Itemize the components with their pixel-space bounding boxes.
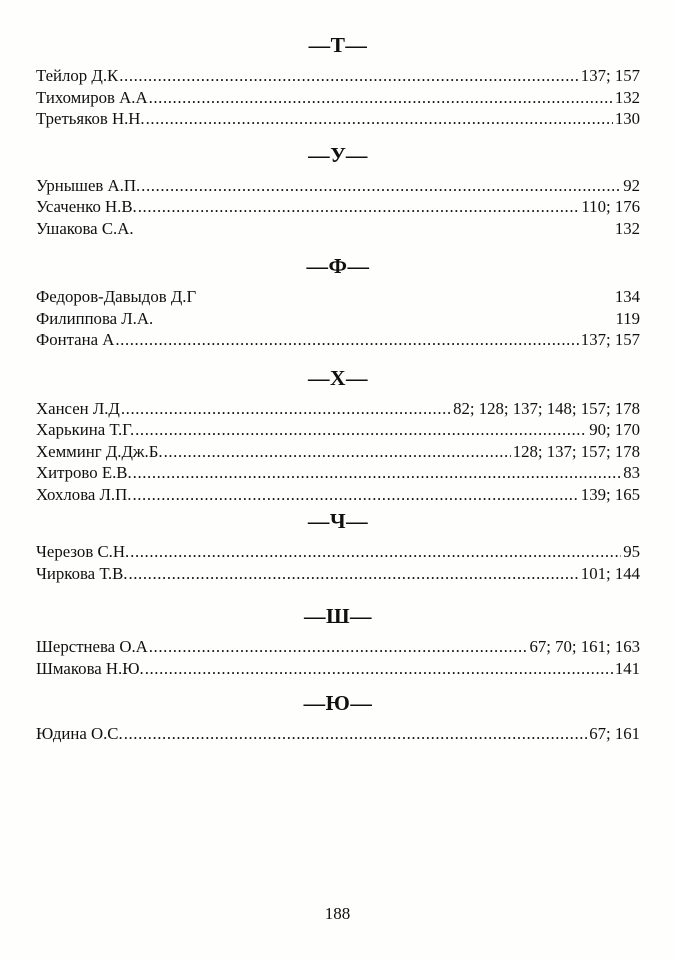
entry-name: Урнышев А.П. (36, 175, 141, 195)
entry-name: Третьяков Н.Н. (36, 109, 145, 128)
dot-leader (149, 636, 528, 658)
entry-name: Хансен Л.Д (36, 398, 120, 418)
dot-leader (141, 175, 621, 197)
index-entry (36, 658, 640, 680)
section-letter: —Ю— (303, 691, 373, 715)
entry-pages: 110; 176 (581, 197, 640, 216)
entry-name: Хохлова Л.П. (36, 484, 132, 504)
section-entries (36, 723, 640, 745)
dot-leader (149, 87, 613, 109)
section-letter: —Х— (307, 365, 369, 390)
entry-pages: 134 (614, 287, 640, 306)
entry-pages: 95 (623, 542, 640, 561)
index-entry (36, 308, 640, 330)
index-entry (36, 462, 640, 484)
section-u (36, 143, 640, 240)
entry-name: Шмакова Н.Ю. (36, 658, 144, 678)
entry-name: Тейлор Д.К (36, 66, 119, 85)
entry-pages: 137; 157 (580, 330, 640, 349)
section-entries (36, 541, 640, 584)
entry-name: Хитрово Е.В. (36, 463, 132, 482)
entry-name: Тихомиров А.А (36, 87, 148, 107)
entry-pages: 67; 70; 161; 163 (529, 637, 640, 656)
index-entry (36, 329, 640, 351)
section-ch (36, 509, 640, 584)
index-entry (36, 398, 640, 420)
entry-name: Хемминг Д.Дж.Б. (36, 441, 163, 461)
index-entry (36, 108, 640, 130)
section-yu (36, 691, 640, 745)
entry-pages: 132 (614, 87, 640, 107)
page-footer (0, 903, 675, 925)
dot-leader (132, 484, 578, 506)
index-entry (36, 419, 640, 441)
entry-name: Ушакова С.А. (36, 218, 134, 238)
entry-pages: 82; 128; 137; 148; 157; 178 (453, 398, 640, 418)
section-entries (36, 65, 640, 130)
section-f (36, 254, 640, 351)
entry-name: Черезов С.Н. (36, 542, 130, 561)
dot-leader (130, 541, 621, 563)
entry-name: Усаченко Н.В. (36, 197, 137, 216)
dot-leader (124, 723, 588, 745)
dot-leader (128, 563, 578, 585)
entry-name: Фонтана А (36, 330, 115, 349)
index-entry (36, 541, 640, 563)
index-entry (36, 286, 640, 308)
entry-pages: 128; 137; 157; 178 (512, 441, 640, 461)
index-entry (36, 65, 640, 87)
section-entries (36, 636, 640, 679)
section-letter: —Т— (308, 33, 368, 57)
entry-name: Федоров-Давыдов Д.Г (36, 287, 197, 306)
section-entries (36, 175, 640, 240)
entry-name: Шерстнева О.А (36, 637, 148, 656)
index-entry (36, 563, 640, 585)
entry-pages: 141 (614, 658, 640, 678)
entry-name: Юдина О.С. (36, 724, 123, 743)
entry-pages: 67; 161 (589, 724, 640, 743)
dot-leader (119, 65, 579, 87)
section-letter: —Ч— (307, 509, 369, 533)
section-letter: —Ф— (306, 254, 370, 278)
dot-leader (135, 419, 587, 441)
index-entry (36, 196, 640, 218)
section-entries (36, 286, 640, 351)
index-entry (36, 441, 640, 463)
dot-leader (146, 108, 613, 130)
entry-pages: 132 (614, 218, 640, 238)
section-kh (36, 366, 640, 506)
index-entry (36, 484, 640, 506)
section-letter: —У— (308, 142, 368, 167)
entry-pages: 130 (614, 109, 640, 128)
index-entry (36, 636, 640, 658)
dot-leader (164, 441, 511, 463)
index-entry (36, 218, 640, 240)
section-t (36, 33, 640, 130)
entry-name: Чиркова Т.В. (36, 563, 128, 583)
entry-pages: 137; 157 (580, 66, 640, 85)
index-entry (36, 175, 640, 197)
section-entries (36, 398, 640, 506)
index-entry (36, 87, 640, 109)
entry-pages: 90; 170 (589, 420, 640, 439)
dot-leader (145, 658, 613, 680)
entry-pages: 119 (615, 308, 640, 328)
dot-leader (138, 196, 580, 218)
index-entry (36, 723, 640, 745)
dot-leader (115, 329, 578, 351)
entry-pages: 92 (623, 175, 640, 195)
section-sh (36, 604, 640, 679)
section-letter: —Ш— (303, 604, 373, 628)
entry-pages: 101; 144 (580, 563, 640, 583)
entry-pages: 139; 165 (580, 484, 640, 504)
page-number: 188 (324, 904, 351, 923)
dot-leader (121, 398, 451, 420)
entry-pages: 83 (623, 463, 640, 482)
entry-name: Харькина Т.Г. (36, 420, 135, 439)
entry-name: Филиппова Л.А. (36, 308, 154, 328)
dot-leader (133, 462, 622, 484)
